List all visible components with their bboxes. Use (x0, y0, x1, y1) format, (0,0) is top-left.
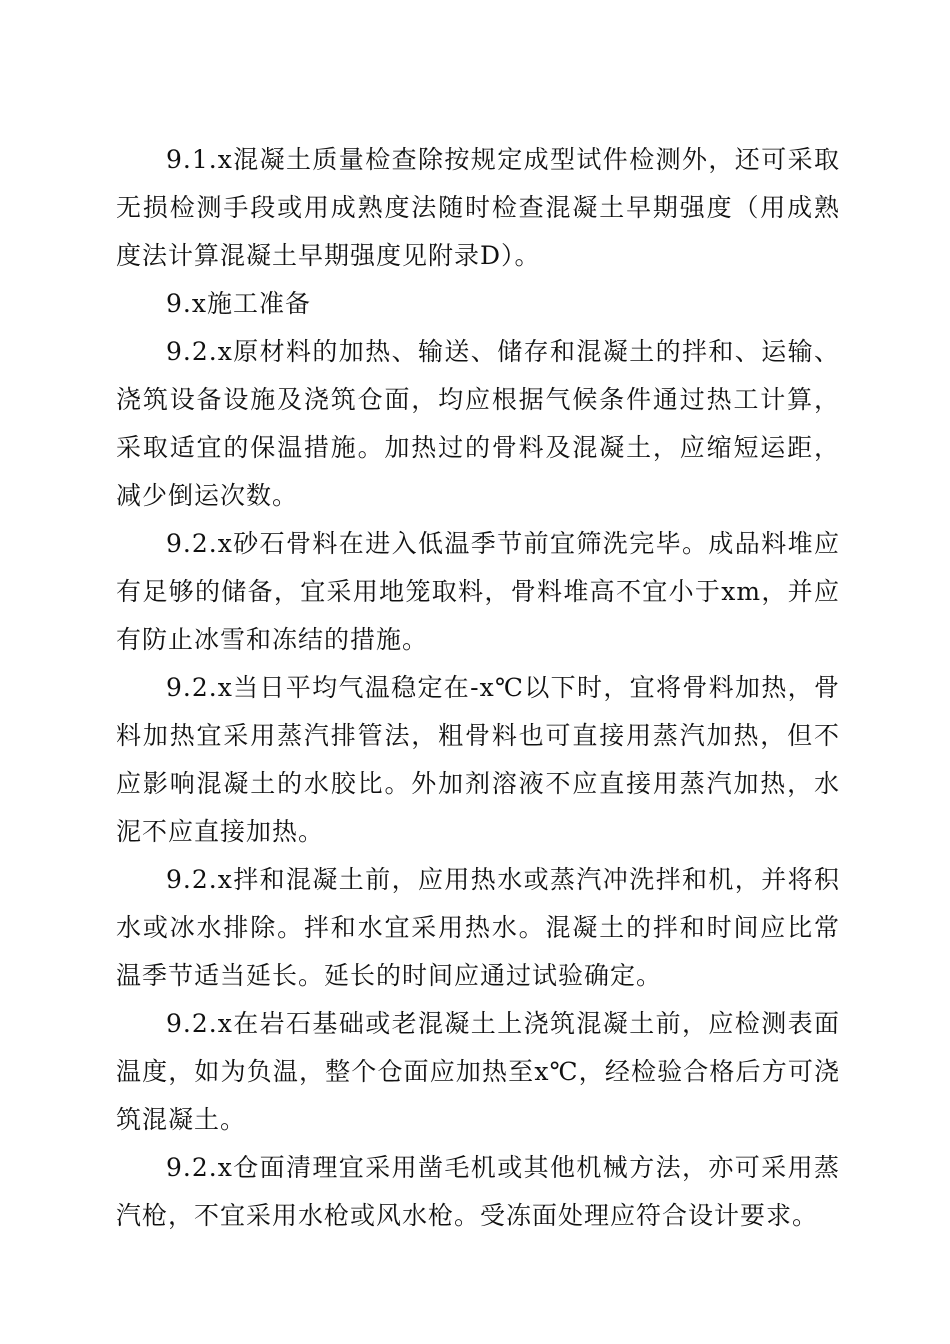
section-heading-construction-preparation: 9.x施工准备 (166, 289, 311, 318)
paragraph-9-2-mixing: 9.2.x拌和混凝土前，应用热水或蒸汽冲洗拌和机，并将积水或冰水排除。拌和水宜采用热水。混凝土的拌和时间应比常温季节适当延长。延长的时间应通过试验确定。 (116, 865, 840, 990)
paragraph-9-2-surface-cleaning: 9.2.x仓面清理宜采用凿毛机或其他机械方法，亦可采用蒸汽枪，不宜采用水枪或风水枪。受冻面处理应符合设计要求。 (116, 1153, 840, 1230)
paragraph-9-2-heating-insulation: 9.2.x原材料的加热、输送、储存和混凝土的拌和、运输、浇筑设备设施及浇筑仓面，均应根据气候条件通过热工计算，采取适宜的保温措施。加热过的骨料及混凝土，应缩短运距，减少倒运次数。 (116, 337, 840, 510)
paragraph-9-1-quality-inspection: 9.1.x混凝土质量检查除按规定成型试件检测外，还可采取无损检测手段或用成熟度法随时检查混凝土早期强度（用成熟度法计算混凝土早期强度见附录D）。 (116, 145, 840, 270)
paragraph-9-2-aggregate-heating: 9.2.x当日平均气温稳定在-x℃以下时，宜将骨料加热，骨料加热宜采用蒸汽排管法，粗骨料也可直接用蒸汽加热，但不应影响混凝土的水胶比。外加剂溶液不应直接用蒸汽加热，水泥不应直接加热。 (116, 673, 840, 846)
paragraph-9-2-foundation-temperature: 9.2.x在岩石基础或老混凝土上浇筑混凝土前，应检测表面温度，如为负温，整个仓面应加热至x℃，经检验合格后方可浇筑混凝土。 (116, 1009, 840, 1134)
paragraph-9-2-aggregate-storage: 9.2.x砂石骨料在进入低温季节前宜筛洗完毕。成品料堆应有足够的储备，宜采用地笼取料，骨料堆高不宜小于xm，并应有防止冰雪和冻结的措施。 (116, 529, 840, 654)
document-body (116, 136, 840, 1240)
